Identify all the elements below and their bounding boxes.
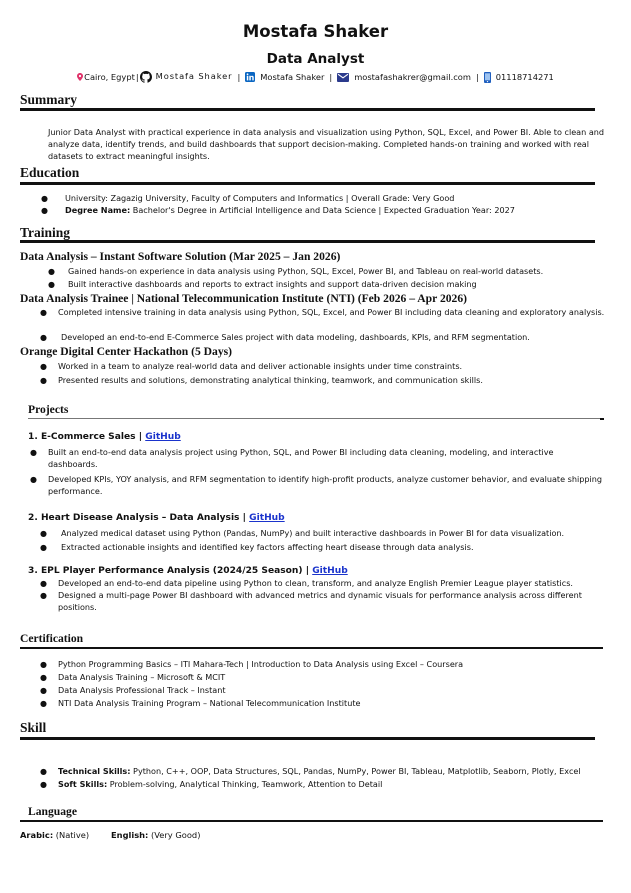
resume-title: Data Analyst [266, 51, 365, 67]
skill-rule [20, 737, 595, 740]
email-icon [337, 73, 349, 82]
training-title-1: Data Analysis – Instant Software Solution (Mar 2025 – Jan 2026) [20, 250, 341, 263]
phone-contact[interactable] [484, 71, 554, 83]
projects-heading: Projects [28, 403, 69, 416]
project-3-bullet-2: ● Designed a multi-page Power BI dashboard with advanced metrics and dynamic visuals for performance analysis across different positions. [40, 590, 582, 612]
language-english: English: (Very Good) [111, 830, 201, 840]
summary-text: Junior Data Analyst with practical experience in data analysis and visualization using Python, SQL, Excel, and Power BI. Able to clean and analyze data, identify trends, and build dashboards that support decision-making. Completed hands-on training and worked with real datasets to extract meaningful insights. [48, 127, 605, 161]
soft-skills: ● Soft Skills: Problem-solving, Analytical Thinking, Teamwork, Attention to Detail [40, 779, 383, 789]
degree-label: Degree Name: [65, 205, 131, 215]
certification-item-4: ● NTI Data Analysis Training Program – National Telecommunication Institute [40, 698, 361, 708]
phone-text: 01118714271 [495, 71, 554, 82]
training-2-bullet-2: ● Developed an end-to-end E-Commerce Sales project with data modeling, dashboards, KPIs, and RFM segmentation. [40, 332, 530, 342]
github-contact[interactable] [140, 70, 233, 83]
training-heading: Training [20, 225, 71, 240]
project-1-github-link[interactable]: GitHub [145, 432, 181, 442]
training-2-bullet-1: ● Completed intensive training in data analysis using Python, SQL, Excel, and Power BI including data cleaning and exploratory analysis. [40, 307, 605, 317]
project-3-bullet-1: ● Developed an end-to-end data pipeline using Python to clean, transform, and analyze English Premier League player statistics. [40, 578, 574, 588]
linkedin-icon [245, 72, 255, 82]
project-2-bullet-1: ● Analyzed medical dataset using Python (Pandas, NumPy) and built interactive dashboards in Power BI for data visualization. [40, 528, 565, 538]
education-rule [20, 182, 595, 185]
linkedin-contact[interactable] [245, 71, 324, 83]
training-3-bullet-1: ● Worked in a team to analyze real-world data and deliver actionable insights under time constraints. [40, 361, 463, 371]
skill-heading: Skill [20, 720, 47, 735]
language-arabic: Arabic: (Native) [20, 830, 90, 840]
location [77, 71, 135, 83]
project-2-title: 2. Heart Disease Analysis – Data Analysis | GitHub [28, 513, 285, 523]
summary-heading: Summary [20, 92, 77, 107]
certification-heading: Certification [20, 632, 84, 645]
project-2-github-link[interactable]: GitHub [249, 513, 285, 523]
contact-line: Cairo, Egypt| Mostafa Shaker | Mostafa Shaker | mostafashakrer@gmail.com | 01118714271 [0, 70, 631, 83]
project-1-bullet-2: ● Developed KPIs, YOY analysis, and RFM segmentation to identify high-profit products, analyze customer behavior, and evaluate shipping performance. [30, 474, 603, 496]
language-rule [20, 820, 603, 822]
training-title-3: Orange Digital Center Hackathon (5 Days) [20, 345, 232, 358]
education-item-1: ● University: Zagazig University, Faculty of Computers and Informatics | Overall Grade: Very Good [41, 193, 455, 203]
phone-icon [484, 72, 491, 83]
certification-rule [20, 647, 603, 649]
training-1-bullet-1: ● Gained hands-on experience in data analysis using Python, SQL, Excel, Power BI, and Tableau on real-world datasets. [48, 266, 544, 276]
github-name: Mostafa Shaker [155, 71, 233, 82]
certification-item-2: ● Data Analysis Training – Microsoft & MCIT [40, 672, 226, 682]
certification-item-1: ● Python Programming Basics – ITI Mahara-Tech | Introduction to Data Analysis using Excel – Coursera [40, 659, 464, 669]
project-1-bullet-1: ● Built an end-to-end data analysis project using Python, SQL, and Power BI including data cleaning, modeling, and interactive dashboards. [30, 447, 554, 469]
projects-rule [28, 418, 600, 419]
email-contact[interactable] [337, 71, 471, 83]
resume-name: Mostafa Shaker [242, 22, 389, 41]
education-heading: Education [20, 165, 80, 180]
github-icon [140, 71, 152, 83]
training-title-2: Data Analysis Trainee | National Telecommunication Institute (NTI) (Feb 2026 – Apr 2026) [20, 292, 467, 305]
language-heading: Language [28, 805, 77, 818]
certification-item-3: ● Data Analysis Professional Track – Instant [40, 685, 226, 695]
project-3-github-link[interactable]: GitHub [312, 566, 348, 576]
education-item-2: ● Degree Name: Bachelor's Degree in Artificial Intelligence and Data Science | Expected Graduation Year: 2027 [41, 205, 515, 215]
bullet: ● [41, 206, 48, 215]
email-text: mostafashakrer@gmail.com [354, 71, 471, 82]
training-rule [20, 240, 595, 243]
project-3-title: 3. EPL Player Performance Analysis (2024/25 Season) | GitHub [28, 566, 348, 576]
bullet: ● [41, 194, 48, 203]
linkedin-name: Mostafa Shaker [260, 71, 325, 82]
project-1-title: 1. E-Commerce Sales | GitHub [28, 432, 181, 442]
location-pin-icon [77, 73, 83, 81]
training-1-bullet-2: ● Built interactive dashboards and reports to extract insights and support data-driven decision making [48, 279, 477, 289]
training-3-bullet-2: ● Presented results and solutions, demonstrating analytical thinking, teamwork, and communication skills. [40, 375, 483, 385]
summary-rule [20, 108, 595, 111]
location-text: Cairo, Egypt [84, 71, 135, 82]
technical-skills: ● Technical Skills: Python, C++, OOP, Data Structures, SQL, Pandas, NumPy, Power BI, Tableau, Matplotlib, Seaborn, Plotly, Excel [40, 766, 581, 776]
project-2-bullet-2: ● Extracted actionable insights and identified key factors affecting heart disease through data analysis. [40, 542, 474, 552]
